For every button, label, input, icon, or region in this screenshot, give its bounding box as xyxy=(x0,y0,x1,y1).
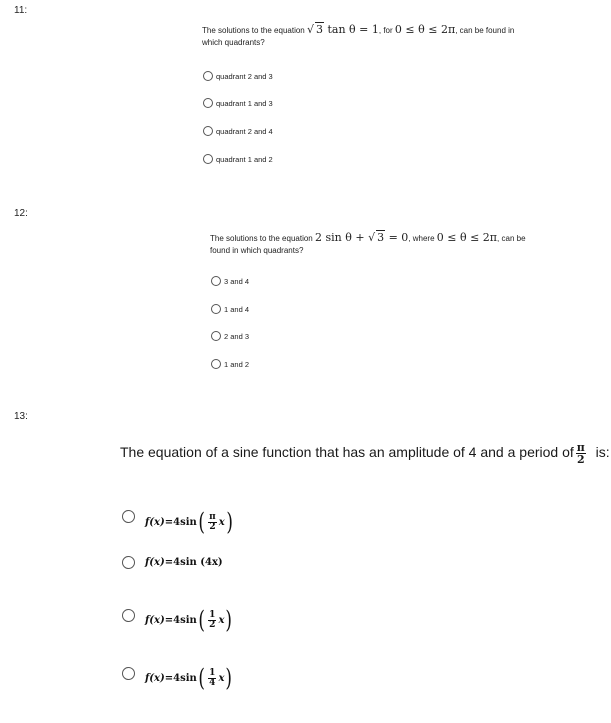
radio-button[interactable] xyxy=(122,556,135,569)
radio-button[interactable] xyxy=(211,331,221,341)
q13-option-3[interactable]: f(x) = 4sin ( $\frac{1}{2}$ x ) xyxy=(122,598,234,632)
radio-button[interactable] xyxy=(203,98,213,108)
period-fraction: $\frac{\pi}{2}$ xyxy=(576,441,585,466)
question-number-12: 12: xyxy=(14,208,28,219)
question-11-prompt: The solutions to the equation √ 3 tan θ = 1, for 0 ≤ θ ≤ 2π, can be found in which quadrants? xyxy=(202,23,515,47)
q11-option-3[interactable]: quadrant 2 and 4 xyxy=(203,126,273,136)
radio-button[interactable] xyxy=(122,609,135,622)
q12-option-1[interactable]: 3 and 4 xyxy=(211,276,249,286)
equation-12: 2 sin θ + √ 3 = 0 xyxy=(314,231,409,244)
q12-option-3[interactable]: 2 and 3 xyxy=(211,331,249,341)
radio-button[interactable] xyxy=(122,510,135,523)
q13-option-4[interactable]: f(x) = 4sin ( $\frac{1}{4}$ x ) xyxy=(122,656,234,690)
question-13-prompt: The equation of a sine function that has an amplitude of 4 and a period of $\frac{\pi}{2}$ is: xyxy=(120,441,610,466)
q11-option-4[interactable]: quadrant 1 and 2 xyxy=(203,154,273,164)
radio-button[interactable] xyxy=(211,276,221,286)
equation-11: √ 3 tan θ = 1 xyxy=(306,23,379,36)
question-number-13: 13: xyxy=(14,411,28,422)
radio-button[interactable] xyxy=(211,304,221,314)
radio-button[interactable] xyxy=(203,126,213,136)
q12-option-2[interactable]: 1 and 4 xyxy=(211,304,249,314)
q11-option-2[interactable]: quadrant 1 and 3 xyxy=(203,98,273,108)
radio-button[interactable] xyxy=(203,154,213,164)
radio-button[interactable] xyxy=(122,667,135,680)
radio-button[interactable] xyxy=(211,359,221,369)
question-number-11: 11: xyxy=(14,5,28,16)
radio-button[interactable] xyxy=(203,71,213,81)
q12-option-4[interactable]: 1 and 2 xyxy=(211,359,249,369)
q13-option-1[interactable]: f(x) = 4sin ( $\frac{\pi}{2}$ x ) xyxy=(122,498,234,534)
question-12-prompt: The solutions to the equation 2 sin θ + √ 3 = 0, where 0 ≤ θ ≤ 2π, can be found in which quadrants? xyxy=(210,231,526,255)
q13-option-2[interactable]: f(x) = 4sin (4x) xyxy=(122,556,223,569)
q11-option-1[interactable]: quadrant 2 and 3 xyxy=(203,71,273,81)
